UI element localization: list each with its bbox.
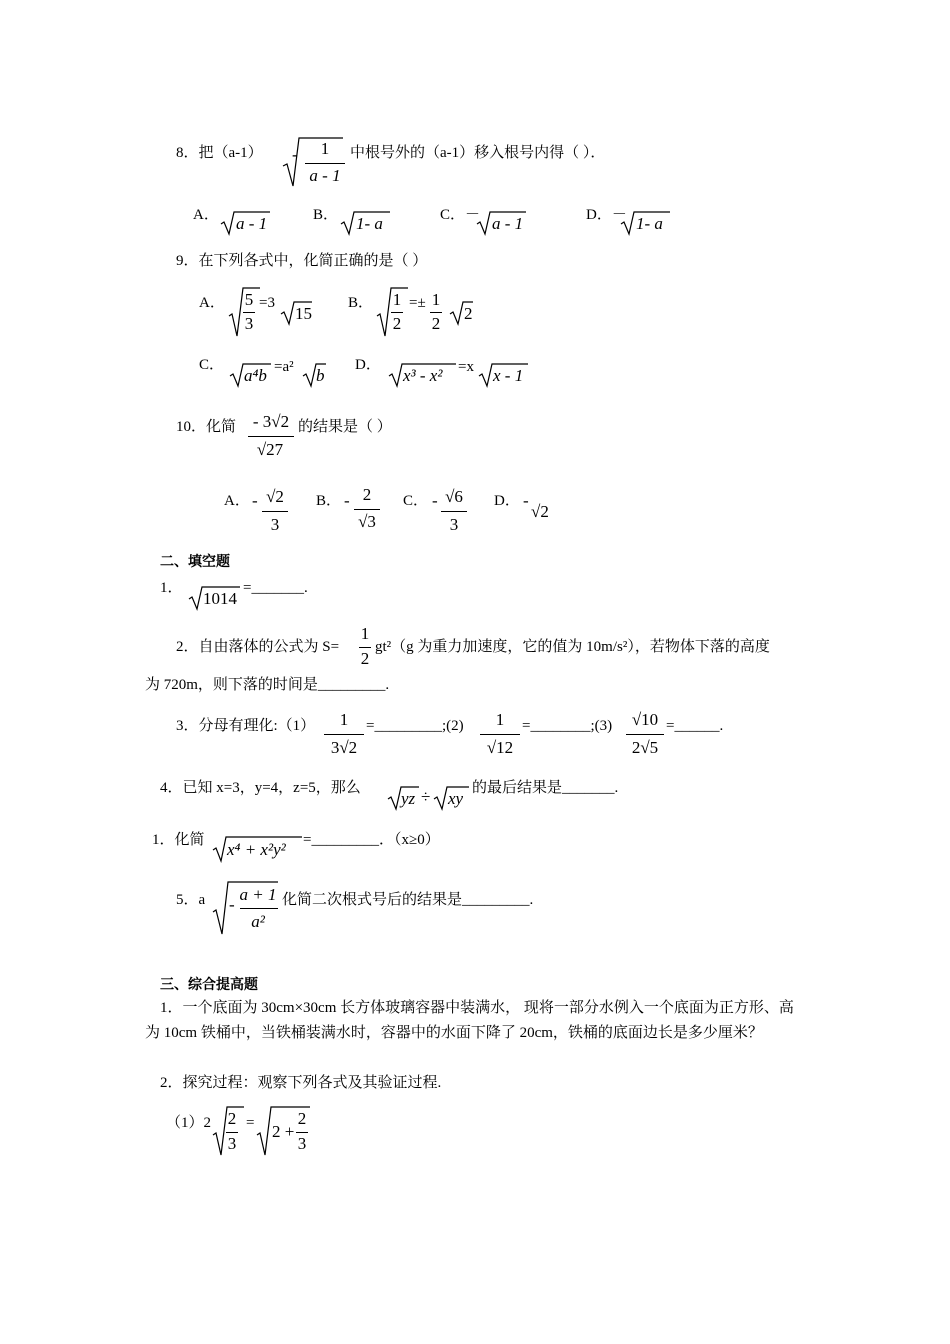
fraction-bar [359, 647, 371, 648]
q10-d-radical: √2 [531, 502, 549, 521]
q8-option-b-radicand: 1- a [356, 214, 383, 233]
fraction-bar [324, 734, 364, 735]
q10-option-d-label: D． [494, 493, 520, 509]
fill4-divide: ÷ [421, 787, 431, 806]
explore-1-eq: = [246, 1115, 255, 1131]
q9-c-radicand: a⁴b [244, 366, 267, 385]
explore-1-den: 3 [227, 1134, 237, 1153]
q9-a-den: 3 [244, 314, 254, 333]
problem-1-text: 1．一个底面为 30cm×30cm 长方体玻璃容器中装满水， 现将一部分水例入一个底面为正方形、高为 10cm 铁桶中，当铁桶装满水时，容器中的水面下降了 20cm，铁桶的底面边长是多少厘米？ [145, 1000, 794, 1041]
q9-a-eq: =3 [259, 295, 275, 311]
q10-c-minus: - [432, 491, 438, 510]
q9-b-num2: 1 [431, 290, 441, 309]
fraction-bar [248, 436, 294, 437]
q9-a-num: 5 [244, 290, 254, 309]
fill5-num: a + 1 [239, 885, 277, 904]
fill1-prefix: 1． [160, 580, 183, 596]
fraction-bar [430, 312, 442, 313]
q8-option-d-label: D．－ [586, 207, 627, 223]
fill2-prefix: 2．自由落体的公式为 S= [176, 639, 340, 655]
fraction-bar [262, 511, 288, 512]
fill3-num3: √10 [631, 710, 659, 729]
q10-b-num: 2 [362, 485, 372, 504]
explore-1-num2: 2 [297, 1109, 307, 1128]
fill3-den2: √12 [486, 738, 514, 757]
q10-option-a-label: A． [224, 493, 250, 509]
q10-b-den: √3 [358, 512, 376, 531]
section-title-fill-in: 二、填空题 [160, 553, 230, 569]
fill3-mid1: =_________;(2) [366, 718, 464, 734]
q8-frac-num: 1 [320, 139, 330, 158]
q8-option-a-radicand: a - 1 [236, 214, 268, 233]
q10-c-num: √6 [445, 487, 463, 506]
q10-a-num: √2 [266, 487, 284, 506]
q10-numerator: - 3√2 [252, 412, 290, 431]
fraction-bar [243, 312, 255, 313]
q9-option-c-label: C． [199, 357, 225, 373]
fill1b-prefix: 1．化简 [152, 832, 205, 848]
fraction-bar [226, 1132, 238, 1133]
q10-d-minus: - [523, 491, 529, 510]
fill5-minus: - [229, 895, 235, 914]
explore-1-num: 2 [227, 1109, 237, 1128]
fill3-den3: 2√5 [631, 738, 659, 757]
q10-prefix: 10．化简 [176, 419, 237, 435]
fill4-radicand2: xy [448, 789, 464, 808]
fill1b-suffix: =_________．（x≥0） [303, 832, 440, 848]
q9-d-eq: =x [458, 359, 474, 375]
fill2-num: 1 [360, 624, 370, 643]
q9-prompt: 9．在下列各式中，化简正确的是（ ） [176, 253, 428, 269]
fill3-num2: 1 [495, 710, 505, 729]
q9-b-num: 1 [392, 290, 402, 309]
q9-b-radicand: 2 [464, 304, 473, 323]
fill5-suffix: 化简二次根式号后的结果是_________. [282, 892, 534, 908]
q9-c-eq: =a² [274, 359, 294, 375]
fill2-den: 2 [360, 649, 370, 668]
fraction-bar [480, 734, 520, 735]
q8-option-c-radicand: a - 1 [492, 214, 524, 233]
explore-1-den2: 3 [297, 1134, 307, 1153]
fill3-mid2: =________;(3) [522, 718, 613, 734]
fill1-radicand: 1014 [203, 589, 237, 608]
fill2-text: gt²（g 为重力加速度，它的值为 10m/s²），若物体下落的高度 [375, 639, 770, 655]
q8-prefix: 8．把（a-1） [176, 145, 263, 161]
q9-option-d-label: D． [355, 357, 381, 373]
fraction-bar [240, 908, 278, 909]
fill4-prefix: 4．已知 x=3，y=4，z=5，那么 [160, 780, 361, 796]
q10-b-minus: - [344, 491, 350, 510]
q9-b-den: 2 [392, 314, 402, 333]
fill3-num1: 1 [339, 710, 349, 729]
q10-suffix: 的结果是（ ） [298, 419, 392, 435]
q10-a-minus: - [252, 491, 258, 510]
fill4-suffix: 的最后结果是_______. [472, 780, 619, 796]
fill1-suffix: =_______. [243, 580, 308, 596]
q9-a-radicand: 15 [295, 304, 312, 323]
fill3-end: =______. [666, 718, 724, 734]
fill5-prefix: 5．a [176, 892, 206, 908]
fill2-line2: 为 720m，则下落的时间是_________. [145, 677, 390, 693]
fraction-bar [354, 509, 380, 510]
explore-1-inner: 2 + [272, 1122, 295, 1141]
q8-option-c-label: C．－ [440, 207, 481, 223]
q10-option-b-label: B． [316, 493, 342, 509]
fraction-bar [296, 1132, 308, 1133]
fill3-den1: 3√2 [330, 738, 358, 757]
q9-d-radicand: x³ - x² [403, 366, 443, 385]
fraction-bar [391, 312, 403, 313]
explore-1-prefix: （1）2 [166, 1115, 212, 1131]
q10-c-den: 3 [449, 515, 459, 534]
fraction-bar [626, 734, 664, 735]
fill3-prefix: 3．分母有理化:（1） [176, 718, 316, 734]
q8-minus: - [292, 145, 298, 164]
q9-d-radicand2: x - 1 [493, 366, 524, 385]
q9-option-b-label: B． [348, 295, 374, 311]
fraction-bar [441, 511, 467, 512]
q10-a-den: 3 [270, 515, 280, 534]
fraction-bar [305, 163, 345, 164]
q8-option-d-radicand: 1- a [636, 214, 663, 233]
q8-suffix: 中根号外的（a-1）移入根号内得（ ）． [350, 145, 606, 161]
q9-b-den2: 2 [431, 314, 441, 333]
q10-option-c-label: C． [403, 493, 429, 509]
fill1b-radicand: x⁴ + x²y² [227, 840, 286, 859]
q8-option-a-label: A． [193, 207, 219, 223]
fill5-den: a² [251, 912, 265, 931]
q9-c-radicand2: b [316, 366, 325, 385]
fill4-radicand1: yz [401, 789, 416, 808]
section-title-comprehensive: 三、综合提高题 [160, 976, 258, 992]
problem-2-text: 2．探究过程：观察下列各式及其验证过程. [160, 1075, 442, 1091]
q8-option-b-label: B． [313, 207, 339, 223]
q8-frac-den: a - 1 [309, 166, 341, 185]
q10-denominator: √27 [256, 440, 284, 459]
q9-option-a-label: A． [199, 295, 225, 311]
q9-b-eq: =± [409, 295, 426, 311]
